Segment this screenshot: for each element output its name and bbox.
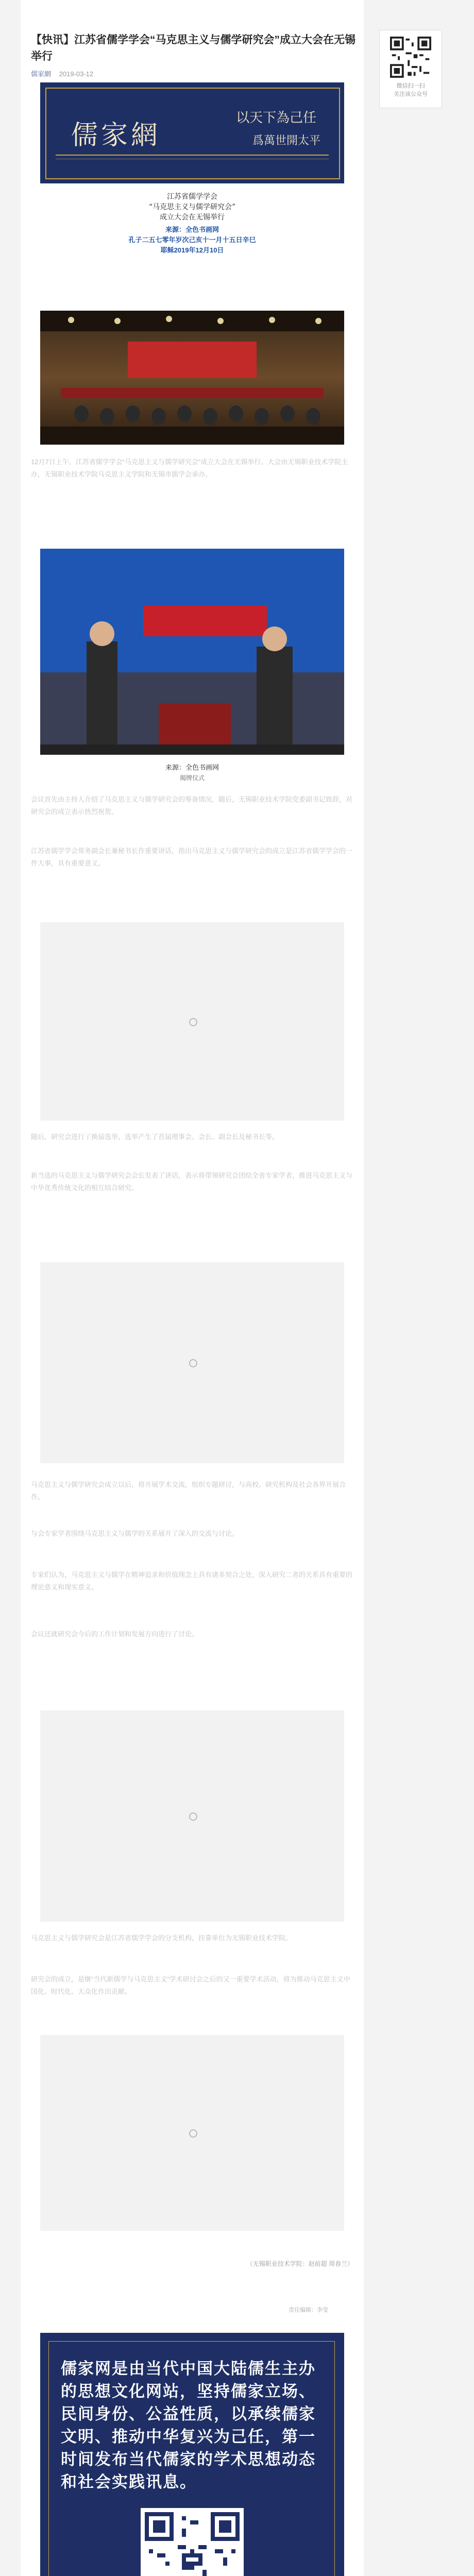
image-placeholder-1 [40,922,344,1121]
qr-caption-line-1: 微信扫一扫 [396,83,425,89]
unveiling-photo [40,549,344,755]
loading-icon [189,1359,197,1367]
header-line-1: 江苏省儒学学会 [167,193,217,201]
publish-date: 2019-03-12 [59,70,94,78]
loading-icon [189,1812,197,1821]
paragraph-2: 会议首先由主持人介绍了马克思主义与儒学研究会的筹备情况，随后，无锡职业技术学院党委副书记致辞，对研究会的成立表示热烈祝贺。 [31,795,353,816]
paragraph-4: 随后，研究会进行了换届选举，选举产生了首届理事会、会长、副会长及秘书长等。 [31,1133,279,1141]
paragraph-10: 马克思主义与儒学研究会是江苏省儒学学会的分支机构，挂靠单位为无锡职业技术学院。 [31,1934,293,1942]
promo-text: 儒家网是由当代中国大陆儒生主办的思想文化网站，坚持儒家立场、民间身份、公益性质，以承续儒家文明、推动中华复兴为己任，第一时间发布当代儒家的学术思想动态和社会实践讯息。 [61,2360,316,2491]
editor-label: 责任编辑：李莹 [289,2307,328,2313]
photo-caption-title [31,773,353,783]
promo-qr-code [141,2508,244,2576]
paragraph-3: 江苏省儒学学会常务副会长兼秘书长作重要讲话，指出马克思主义与儒学研究会的成立是江苏省儒学学会的一件大事，具有重要意义。 [31,847,353,867]
paragraph-8: 专家们认为，马克思主义与儒学在精神追求和价值理念上具有诸多契合之处，深入研究二者的关系具有重要的理论意义和现实意义。 [31,1571,353,1591]
follow-qr-code-icon [390,37,431,78]
site-banner [40,82,344,183]
follow-qr-caption [380,82,442,98]
article-page [21,0,364,2576]
meeting-hall-image [40,311,344,445]
paragraph-6: 马克思主义与儒学研究会成立以后，将开展学术交流，组织专题研讨，与高校、研究机构及社会各界开展合作。 [31,1481,346,1501]
image-placeholder-4 [40,2035,344,2231]
image-placeholder-3 [40,1710,344,1922]
qr-code-icon [141,2508,244,2576]
article-title: 【快讯】江苏省儒学学会“马克思主义与儒学研究会”成立大会在无锡举行 [31,34,356,62]
image-placeholder-2 [40,1262,344,1463]
loading-icon [189,1018,197,1026]
banner-slogan-2: 爲萬世開太平 [252,134,321,147]
photo-caption-source: 来源：全色书画网 [165,764,219,771]
banner-divider [56,155,329,156]
header-date-lunar: 孔子二五七零年岁次己亥十一月十五日辛巳 [128,236,256,244]
photo-caption-sub: 揭牌仪式 [179,774,205,782]
paragraph-5: 新当选的马克思主义与儒学研究会会长发表了讲话，表示将带领研究会团结全省专家学者，推进马克思主义与中华优秀传统文化的相互结合研究。 [31,1172,353,1192]
header-line-2: “马克思主义与儒学研究会” [148,203,236,211]
banner-slogan-1: 以天下為己任 [236,110,317,126]
paragraph-11: 研究会的成立，是继“当代新儒学与马克思主义”学术研讨会之后的又一重要学术活动，将为推动马克思主义中国化、时代化、大众化作出贡献。 [31,1975,350,1995]
follow-qr-card [379,30,442,108]
unveiling-image [40,549,344,755]
qr-caption-line-2: 关注该公众号 [394,91,428,97]
header-source: 来源：全色书画网 [165,226,219,233]
paragraph-1: 12月7日上午，江苏省儒学学会“马克思主义与儒学研究会”成立大会在无锡举行。大会由无锡职业技术学院主办，无锡职业技术学院马克思主义学院和无锡市儒学会承办。 [31,458,348,478]
author-link[interactable]: 儒家網 [31,70,52,78]
paragraph-9: 会议还就研究会今后的工作计划和发展方向进行了讨论。 [31,1630,199,1638]
article-meta [31,69,93,78]
meeting-hall-photo [40,311,344,445]
header-date-western: 耶稣2019年12月10日 [160,246,224,254]
header-line-3: 成立大会在无锡举行 [160,213,225,222]
promo-card [40,2333,344,2576]
loading-icon [189,2129,197,2138]
article-credit: （无锡职业技术学院：赵前超 周春兰） [246,2260,353,2267]
site-logo: 儒家網 [71,120,161,151]
paragraph-7: 与会专家学者围绕马克思主义与儒学的关系展开了深入的交流与讨论。 [31,1530,239,1537]
